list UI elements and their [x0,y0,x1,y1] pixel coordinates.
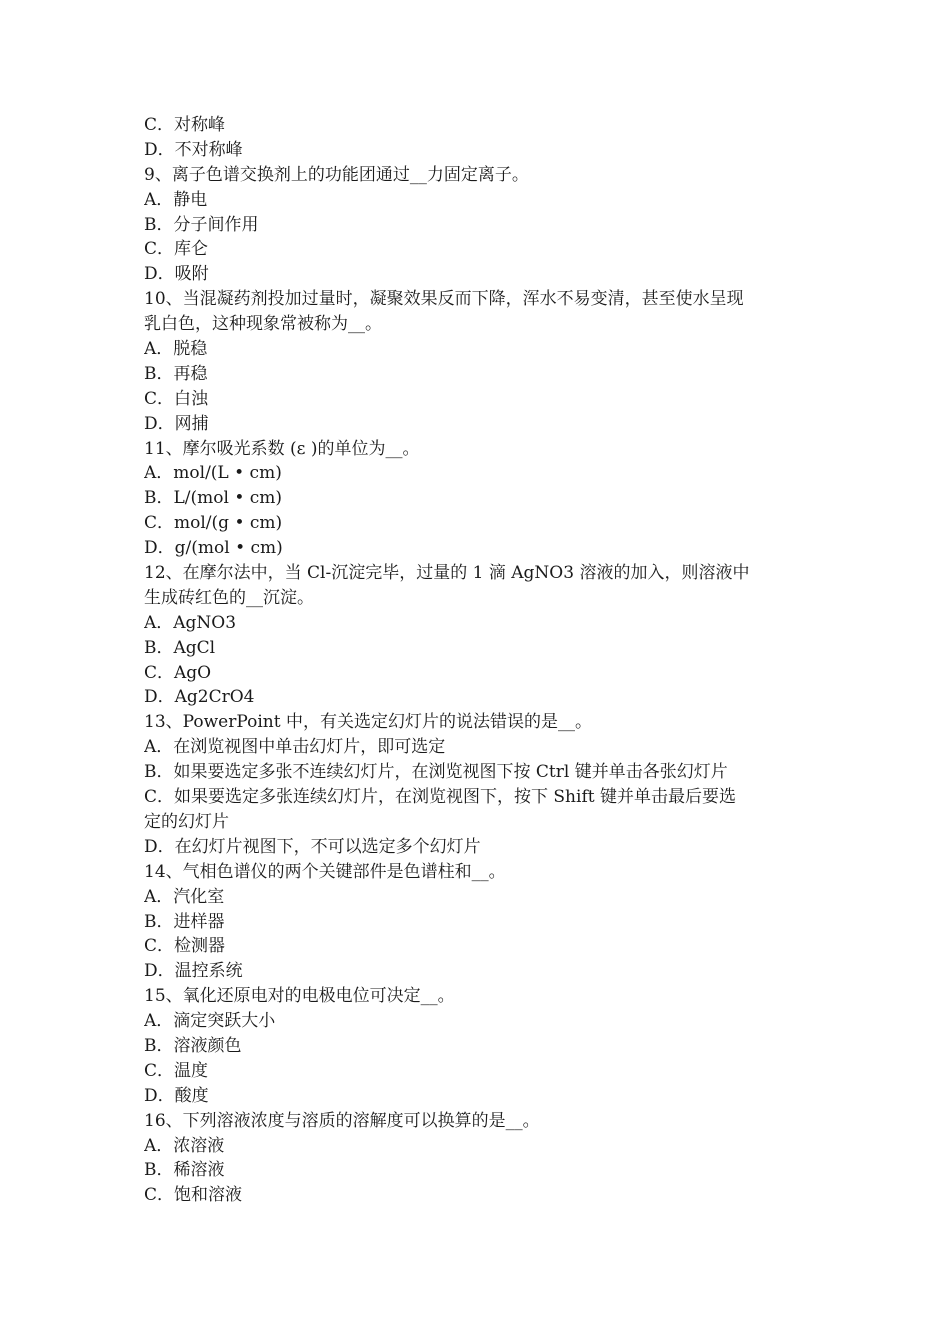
option-line-cont: 定的幻灯片 [144,811,229,832]
question-12: 12、在摩尔法中，当 Cl-沉淀完毕，过量的 1 滴 AgNO3 溶液的加入，则溶液中 [144,563,750,584]
option-line: C．mol/(g • cm) [144,513,283,534]
option-line: D．g/(mol • cm) [144,538,283,559]
option-line: D．不对称峰 [144,139,243,160]
option-line: D．Ag2CrO4 [144,687,255,708]
question-9: 9、离子色谱交换剂上的功能团通过__力固定离子。 [144,164,529,185]
question-text-body [144,113,808,1208]
option-line: A．mol/(L • cm) [144,463,282,484]
question-12-cont: 生成砖红色的__沉淀。 [144,587,314,608]
option-line: C．库仑 [144,239,209,260]
option-line: B．AgCl [144,637,216,658]
option-line: A．AgNO3 [144,612,237,633]
option-line: C．饱和溶液 [144,1185,243,1206]
option-line: C．对称峰 [144,115,226,135]
option-line: C．温度 [144,1060,209,1081]
option-line: B．分子间作用 [144,214,259,235]
option-line: A．滴定突跃大小 [144,1011,276,1032]
option-line: D．网捕 [144,413,209,434]
option-line: B．稀溶液 [144,1160,225,1181]
option-line: B．进样器 [144,911,225,932]
option-line: D．温控系统 [144,961,243,982]
option-line: B．溶液颜色 [144,1035,242,1056]
option-line: C．白浊 [144,388,209,409]
question-10: 10、当混凝药剂投加过量时，凝聚效果反而下降，浑水不易变清，甚至使水呈现 [144,289,744,310]
question-14: 14、气相色谱仪的两个关键部件是色谱柱和__。 [144,861,506,882]
option-line: C．AgO [144,662,212,683]
option-line: B．如果要选定多张不连续幻灯片，在浏览视图下按 Ctrl 键并单击各张幻灯片 [144,762,728,783]
option-line: B．L/(mol • cm) [144,488,283,509]
question-11: 11、摩尔吸光系数 (ε )的单位为__。 [144,438,420,459]
question-16: 16、下列溶液浓度与溶质的溶解度可以换算的是__。 [144,1110,540,1131]
option-line: A．汽化室 [144,886,225,907]
option-line: B．再稳 [144,363,208,384]
option-line: A．在浏览视图中单击幻灯片，即可选定 [144,737,446,758]
option-line: D．在幻灯片视图下，不可以选定多个幻灯片 [144,836,481,857]
question-10-cont: 乳白色，这种现象常被称为__。 [144,314,382,335]
option-line: A．静电 [144,189,208,210]
option-line: C．检测器 [144,936,226,957]
option-line: A．脱稳 [144,339,208,360]
question-15: 15、氧化还原电对的电极电位可决定__。 [144,986,455,1007]
option-line: C．如果要选定多张连续幻灯片，在浏览视图下，按下 Shift 键并单击最后要选 [144,787,736,808]
question-13: 13、PowerPoint 中，有关选定幻灯片的说法错误的是__。 [144,712,592,733]
option-line: A．浓溶液 [144,1135,225,1156]
option-line: D．吸附 [144,264,209,285]
option-line: D．酸度 [144,1085,209,1106]
